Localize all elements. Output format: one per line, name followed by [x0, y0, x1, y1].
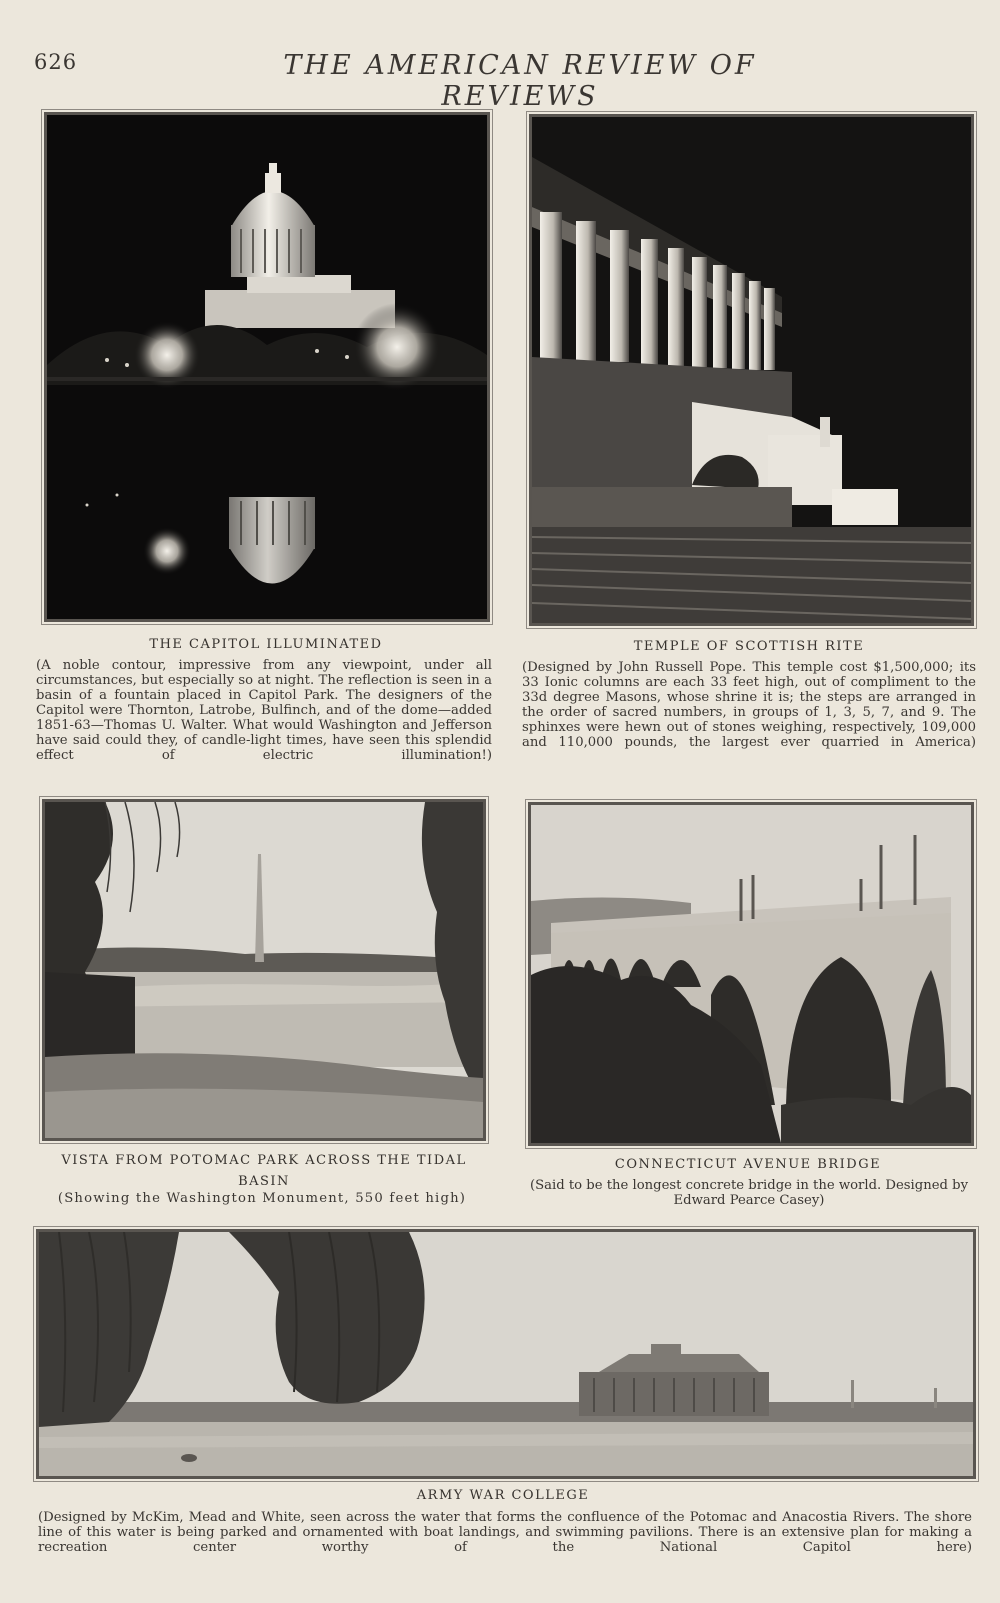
army-war-college-caption-text: (Designed by McKim, Mead and White, seen across the water that forms the confluence of the Potomac and Anacostia Rivers. The shore line of this water is being parked and ornamented with boat landings, and swimming pavilions. There is an extensive plan for making a recreation center worthy of the National Capitol here): [38, 1510, 972, 1555]
capitol-photo: [44, 112, 490, 622]
capitol-caption-title: THE CAPITOL ILLUMINATED: [149, 637, 383, 652]
potomac-vista-caption-title: VISTA FROM POTOMAC PARK ACROSS THE TIDAL BASIN: [61, 1153, 467, 1189]
scottish-rite-caption-title: TEMPLE OF SCOTTISH RITE: [633, 639, 865, 654]
running-head: THE AMERICAN REVIEW OF REVIEWS: [283, 50, 757, 112]
page-number: 626: [34, 50, 78, 74]
army-war-college-photo: [36, 1229, 976, 1479]
army-war-college-caption-title: ARMY WAR COLLEGE: [416, 1488, 590, 1503]
scottish-rite-caption-text: (Designed by John Russell Pope. This temple cost $1,500,000; its 33 Ionic columns are each 33 feet high, out of compliment to the 33d degree Masons, whose shrine it is; the steps are arranged in the order of sacred numbers, in groups of 1, 3, 5, 7, and 9. The sphinxes were hewn out of stones weighing, respectively, 109,000 and 110,000 pounds, the largest ever quarried in America): [522, 660, 976, 750]
capitol-caption-text: (A noble contour, impressive from any viewpoint, under all circumstances, but especially so at night. The reflection is seen in a basin of a fountain placed in Capitol Park. The designers of the Capitol were Thornton, Latrobe, Bulfinch, and of the dome—added 1851-63—Thomas U. Walter. What would Washington and Jefferson have said could they, of candle-light times, have seen this splendid effect of electric illumination!): [36, 658, 492, 763]
connecticut-bridge-photo: [528, 802, 974, 1146]
potomac-vista-caption-text: (Showing the Washington Monument, 550 feet high): [57, 1191, 467, 1206]
scottish-rite-photo: [529, 114, 974, 626]
connecticut-bridge-caption-title: CONNECTICUT AVENUE BRIDGE: [614, 1157, 882, 1172]
connecticut-bridge-caption-text: (Said to be the longest concrete bridge in the world. Designed by Edward Pearce Casey): [529, 1178, 969, 1208]
potomac-vista-photo: [42, 799, 486, 1141]
